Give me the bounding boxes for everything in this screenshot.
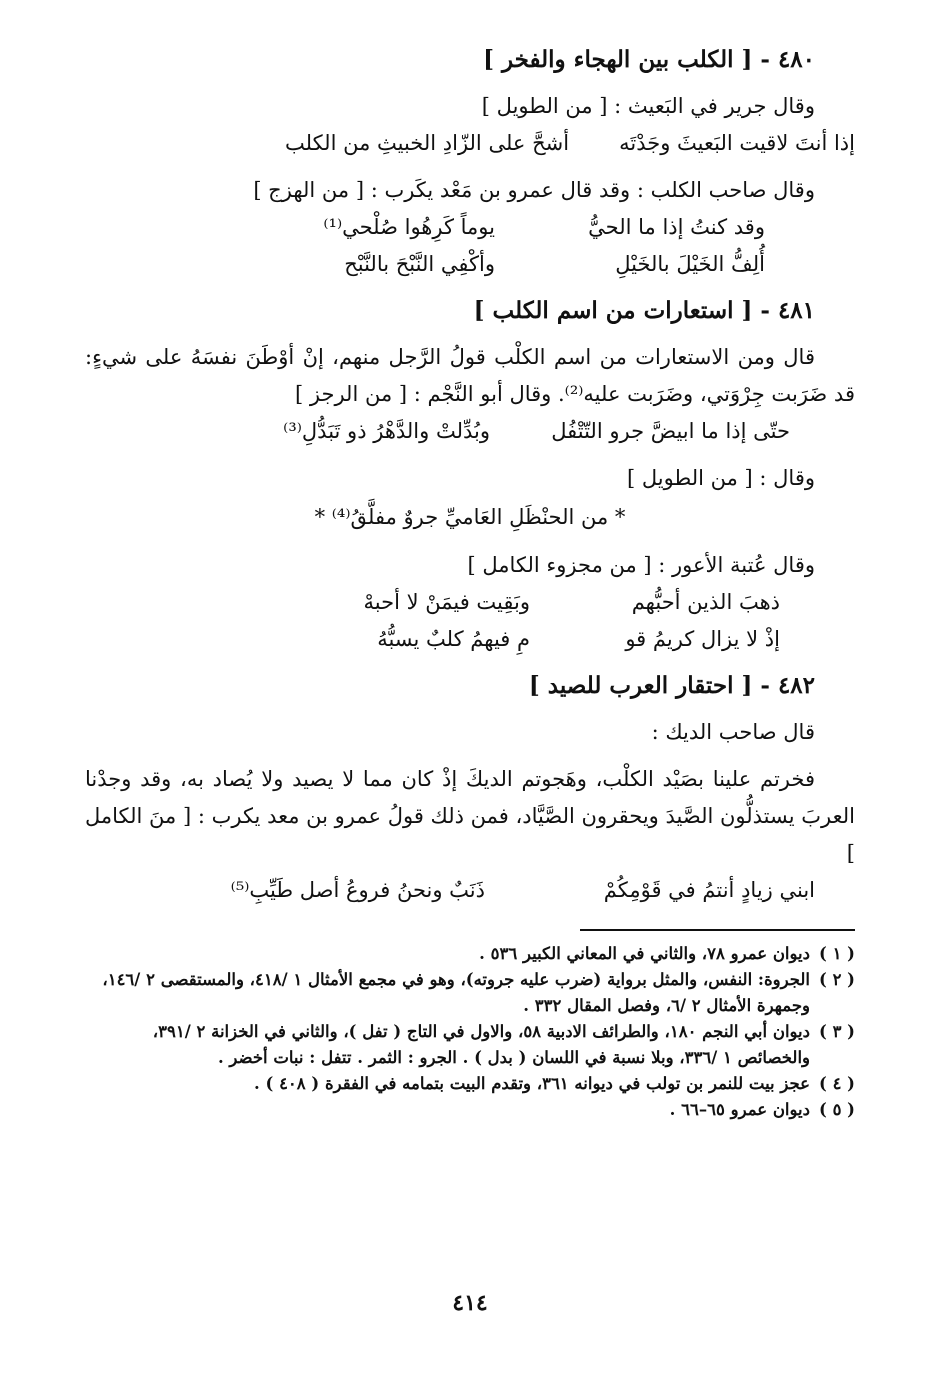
footnote (85, 1019, 855, 1071)
verse-hemistich-second: وأكْفِي النَّبْحَ بالنَّبْح (344, 252, 495, 276)
footnote-text: ديوان أبي النجم ١٨٠، والطرائف الادبية ٥٨، والاول في التاج ( تفل )، والثاني في الخزانة ٢ /٣٩١، والخصائص ١ /٣٣٦، وبلا نسبة في اللسان ( بدل ) . الجرو : الثمر . تتفل : نبات أخضر . (152, 1022, 810, 1067)
document-page (85, 42, 855, 1362)
paragraph: قال ومن الاستعارات من اسم الكلْب قولُ الرَّجل منهم، إنْ أوْطَنَ نفسَهُ على شيءٍ: قد ضَرَبت جِرْوَتي، وضَرَبت عليه⁽²⁾. وقال أبو النَّجْم : [ من الرجز ] (85, 345, 855, 406)
verse-hemistich-second: يوماً كَرِهُوا صُلْحي⁽¹⁾ (323, 215, 495, 239)
verse-hemistich-first: أُلِفُّ الخَيْلَ بالخَيْلِ (615, 252, 765, 276)
section-heading-481: ٤٨١ - [ استعارات من اسم الكلب ] (473, 297, 815, 324)
intro-line: قال صاحب الديك : (651, 720, 815, 744)
footnote-text: ديوان عمرو ٦٥–٦٦ . (669, 1100, 810, 1119)
verse-hemistich-first: حتّى إذا ما ابيضَّ جرو التّتْفُل (551, 419, 790, 443)
footnote (85, 941, 855, 967)
verse-line (85, 584, 855, 621)
footnote-separator (580, 929, 855, 931)
section-heading-482: ٤٨٢ - [ احتقار العرب للصيد ] (528, 672, 815, 699)
verse-hemistich-second: أشحَّ على الزّادِ الخبيثِ من الكلب (285, 131, 570, 155)
single-verse: * من الحنْظَلِ العَاميِّ جروٌ مفلَّقُ⁽⁴⁾ * (314, 505, 626, 529)
footnote (85, 1097, 855, 1123)
intro-line: وقال صاحب الكلب : وقد قال عمرو بن مَعْد يكَرب : [ من الهزج ] (253, 178, 815, 202)
verse-hemistich-second: وبَقِيت فيمَنْ لا أحبهْ (363, 590, 530, 614)
verse-line (85, 209, 855, 246)
verse-hemistich-second: وبُدِّلتْ والدَّهْرُ ذو تَبَدُّلِ⁽³⁾ (283, 419, 490, 443)
verse-hemistich-second: مِ فيهمُ كلبٌ يسبُّهُ (377, 627, 530, 651)
page-number: ٤١٤ (452, 1290, 488, 1316)
footnotes (85, 941, 855, 1123)
footnote-number: ( ٥ ) (819, 1100, 855, 1119)
footnote-text: الجروة: النفس، والمثل برواية (ضرب عليه جروته)، وهو في مجمع الأمثال ١ /٤١٨، والمستقصى ٢ /١٤٦، وجمهرة الأمثال ٢ /٦، وفصل المقال ٣٣٢ . (102, 970, 810, 1015)
verse-hemistich-first: إذْ لا يزال كريمُ قو (625, 627, 780, 651)
footnote (85, 967, 855, 1019)
verse-line (85, 413, 855, 450)
paragraph: فخرتم علينا بصَيْد الكلْب، وهَجوتم الديكَ إذْ كان مما لا يصيد ولا يُصاد به، وقد وجدْنا العربَ يستذلُّون الصَّيدَ ويحقرون الصَّيَّاد، فمن ذلك قولُ عمرو بن معد يكرب : [ منَ الكامل ] (85, 767, 855, 865)
verse-line (85, 872, 855, 909)
footnote-number: ( ٢ ) (819, 970, 855, 989)
footnote-number: ( ٤ ) (819, 1074, 855, 1093)
footnote (85, 1071, 855, 1097)
verse-hemistich-first: وقد كنتُ إذا ما الحيُّ (588, 215, 765, 239)
footnote-number: ( ١ ) (819, 944, 855, 963)
intro-line: وقال عُتبة الأعور : [ من مجزوء الكامل ] (467, 553, 815, 577)
footnote-number: ( ٣ ) (819, 1022, 855, 1041)
verse-hemistich-first: إذا أنتَ لاقيت البَعيثَ وجَدْتَه (619, 131, 855, 155)
footnote-text: ديوان عمرو ٧٨، والثاني في المعاني الكبير ٥٣٦ . (479, 944, 810, 963)
verse-line (85, 621, 855, 658)
intro-line: وقال جرير في البَعيث : [ من الطويل ] (481, 94, 815, 118)
section-heading-480: ٤٨٠ - [ الكلب بين الهجاء والفخر ] (483, 46, 815, 73)
verse-line (85, 246, 855, 283)
footnote-text: عجز بيت للنمر بن تولب في ديوانه ٣٦١، وتقدم البيت بتمامه في الفقرة ( ٤٠٨ ) . (254, 1074, 810, 1093)
verse-hemistich-second: ذَنَبٌ ونحنُ فروعُ أصل طَيِّبِ⁽⁵⁾ (230, 878, 485, 902)
verse-line (85, 125, 855, 162)
verse-hemistich-first: ذهبَ الذين أحبُّهم (631, 590, 780, 614)
verse-hemistich-first: ابني زيادٍ أنتمُ في قَوْمِكُمْ (603, 878, 815, 902)
intro-line: وقال : [ من الطويل ] (627, 466, 815, 490)
